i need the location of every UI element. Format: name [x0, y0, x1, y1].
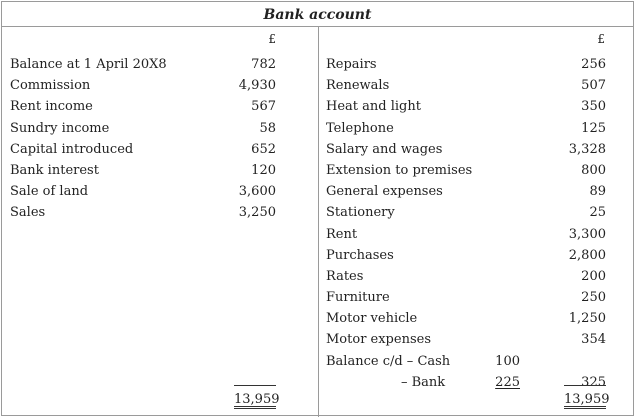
entry-amount: 800 [581, 162, 606, 178]
balance-cd-bank-amount: 225 [495, 374, 520, 390]
debit-entry [2, 202, 318, 223]
entry-label: Stationery [326, 205, 395, 221]
balance-cd-bank-label: – Bank [401, 374, 446, 390]
balance-cd-cash-label: Balance c/d – Cash [326, 353, 451, 369]
entry-amount: 567 [251, 99, 276, 115]
debit-entry [2, 139, 318, 160]
entry-amount: 782 [251, 57, 276, 72]
credit-entry [319, 308, 633, 329]
entry-amount: 2,800 [568, 247, 606, 263]
entry-amount: 250 [581, 290, 606, 306]
credit-side [319, 27, 633, 417]
balance-cd-cash-row [319, 351, 633, 372]
credit-entry [319, 202, 633, 223]
entry-label: Furniture [326, 290, 390, 306]
bank-account-t-account [1, 1, 634, 416]
account-title: Bank account [263, 7, 372, 23]
credit-currency-header: £ [597, 32, 605, 46]
entry-amount: 200 [581, 268, 606, 284]
entry-amount: 652 [251, 141, 276, 157]
entry-amount: 120 [251, 162, 276, 178]
debit-currency-header: £ [268, 32, 276, 46]
credit-entry [319, 160, 633, 181]
debit-total: 13,959 [234, 385, 276, 409]
entry-amount: 89 [589, 184, 606, 200]
entry-label: Rates [326, 268, 364, 284]
entry-amount: 3,300 [568, 226, 606, 242]
entry-label: Rent income [10, 99, 93, 115]
entry-amount: 350 [581, 99, 606, 115]
debit-entry [2, 181, 318, 202]
entry-label: Rent [326, 226, 358, 242]
entry-label: Renewals [326, 78, 390, 94]
entry-label: Bank interest [10, 162, 99, 178]
credit-entry [319, 266, 633, 287]
entry-label: Salary and wages [326, 141, 443, 157]
entry-label: Heat and light [326, 99, 421, 115]
debit-entry [2, 75, 318, 96]
entry-amount: 3,600 [238, 184, 276, 200]
debit-entries [2, 54, 318, 224]
entry-amount: 354 [581, 332, 606, 348]
debit-entry [2, 118, 318, 139]
entry-amount: 1,250 [568, 311, 606, 327]
credit-entry [319, 181, 633, 202]
entry-label: General expenses [326, 184, 443, 200]
credit-entry [319, 329, 633, 350]
entry-label: Extension to premises [326, 162, 473, 178]
entry-label: Sale of land [10, 184, 89, 200]
entry-amount: 4,930 [238, 78, 276, 94]
credit-total: 13,959 [564, 385, 606, 409]
credit-entry [319, 75, 633, 96]
entry-amount: 256 [581, 57, 606, 72]
entry-label: Sundry income [10, 120, 110, 136]
entry-amount: 3,250 [238, 205, 276, 221]
entry-amount: 507 [581, 78, 606, 94]
entry-label: Purchases [326, 247, 394, 263]
credit-entry [319, 118, 633, 139]
balance-cd-cash-amount: 100 [495, 353, 520, 369]
entry-label: Balance at 1 April 20X8 [10, 57, 167, 72]
debit-entry [2, 160, 318, 181]
debit-side [2, 27, 318, 417]
entry-label: Motor expenses [326, 332, 431, 348]
credit-entries [319, 54, 633, 393]
credit-entry [319, 96, 633, 117]
entry-label: Commission [10, 78, 91, 94]
entry-label: Motor vehicle [326, 311, 418, 327]
entry-amount: 58 [259, 120, 276, 136]
entry-label: Telephone [326, 120, 394, 136]
credit-entry [319, 224, 633, 245]
credit-entry [319, 139, 633, 160]
credit-entry [319, 245, 633, 266]
entry-label: Capital introduced [10, 141, 134, 157]
credit-entry [319, 54, 633, 75]
entry-amount: 125 [581, 120, 606, 136]
entry-amount: 25 [589, 205, 606, 221]
entry-amount: 3,328 [568, 141, 606, 157]
debit-entry [2, 96, 318, 117]
entry-label: Sales [10, 205, 46, 221]
balance-cd-total-amount: 325 [581, 374, 606, 390]
title-bar [2, 2, 633, 27]
entry-label: Repairs [326, 57, 377, 72]
debit-entry [2, 54, 318, 75]
credit-entry [319, 287, 633, 308]
